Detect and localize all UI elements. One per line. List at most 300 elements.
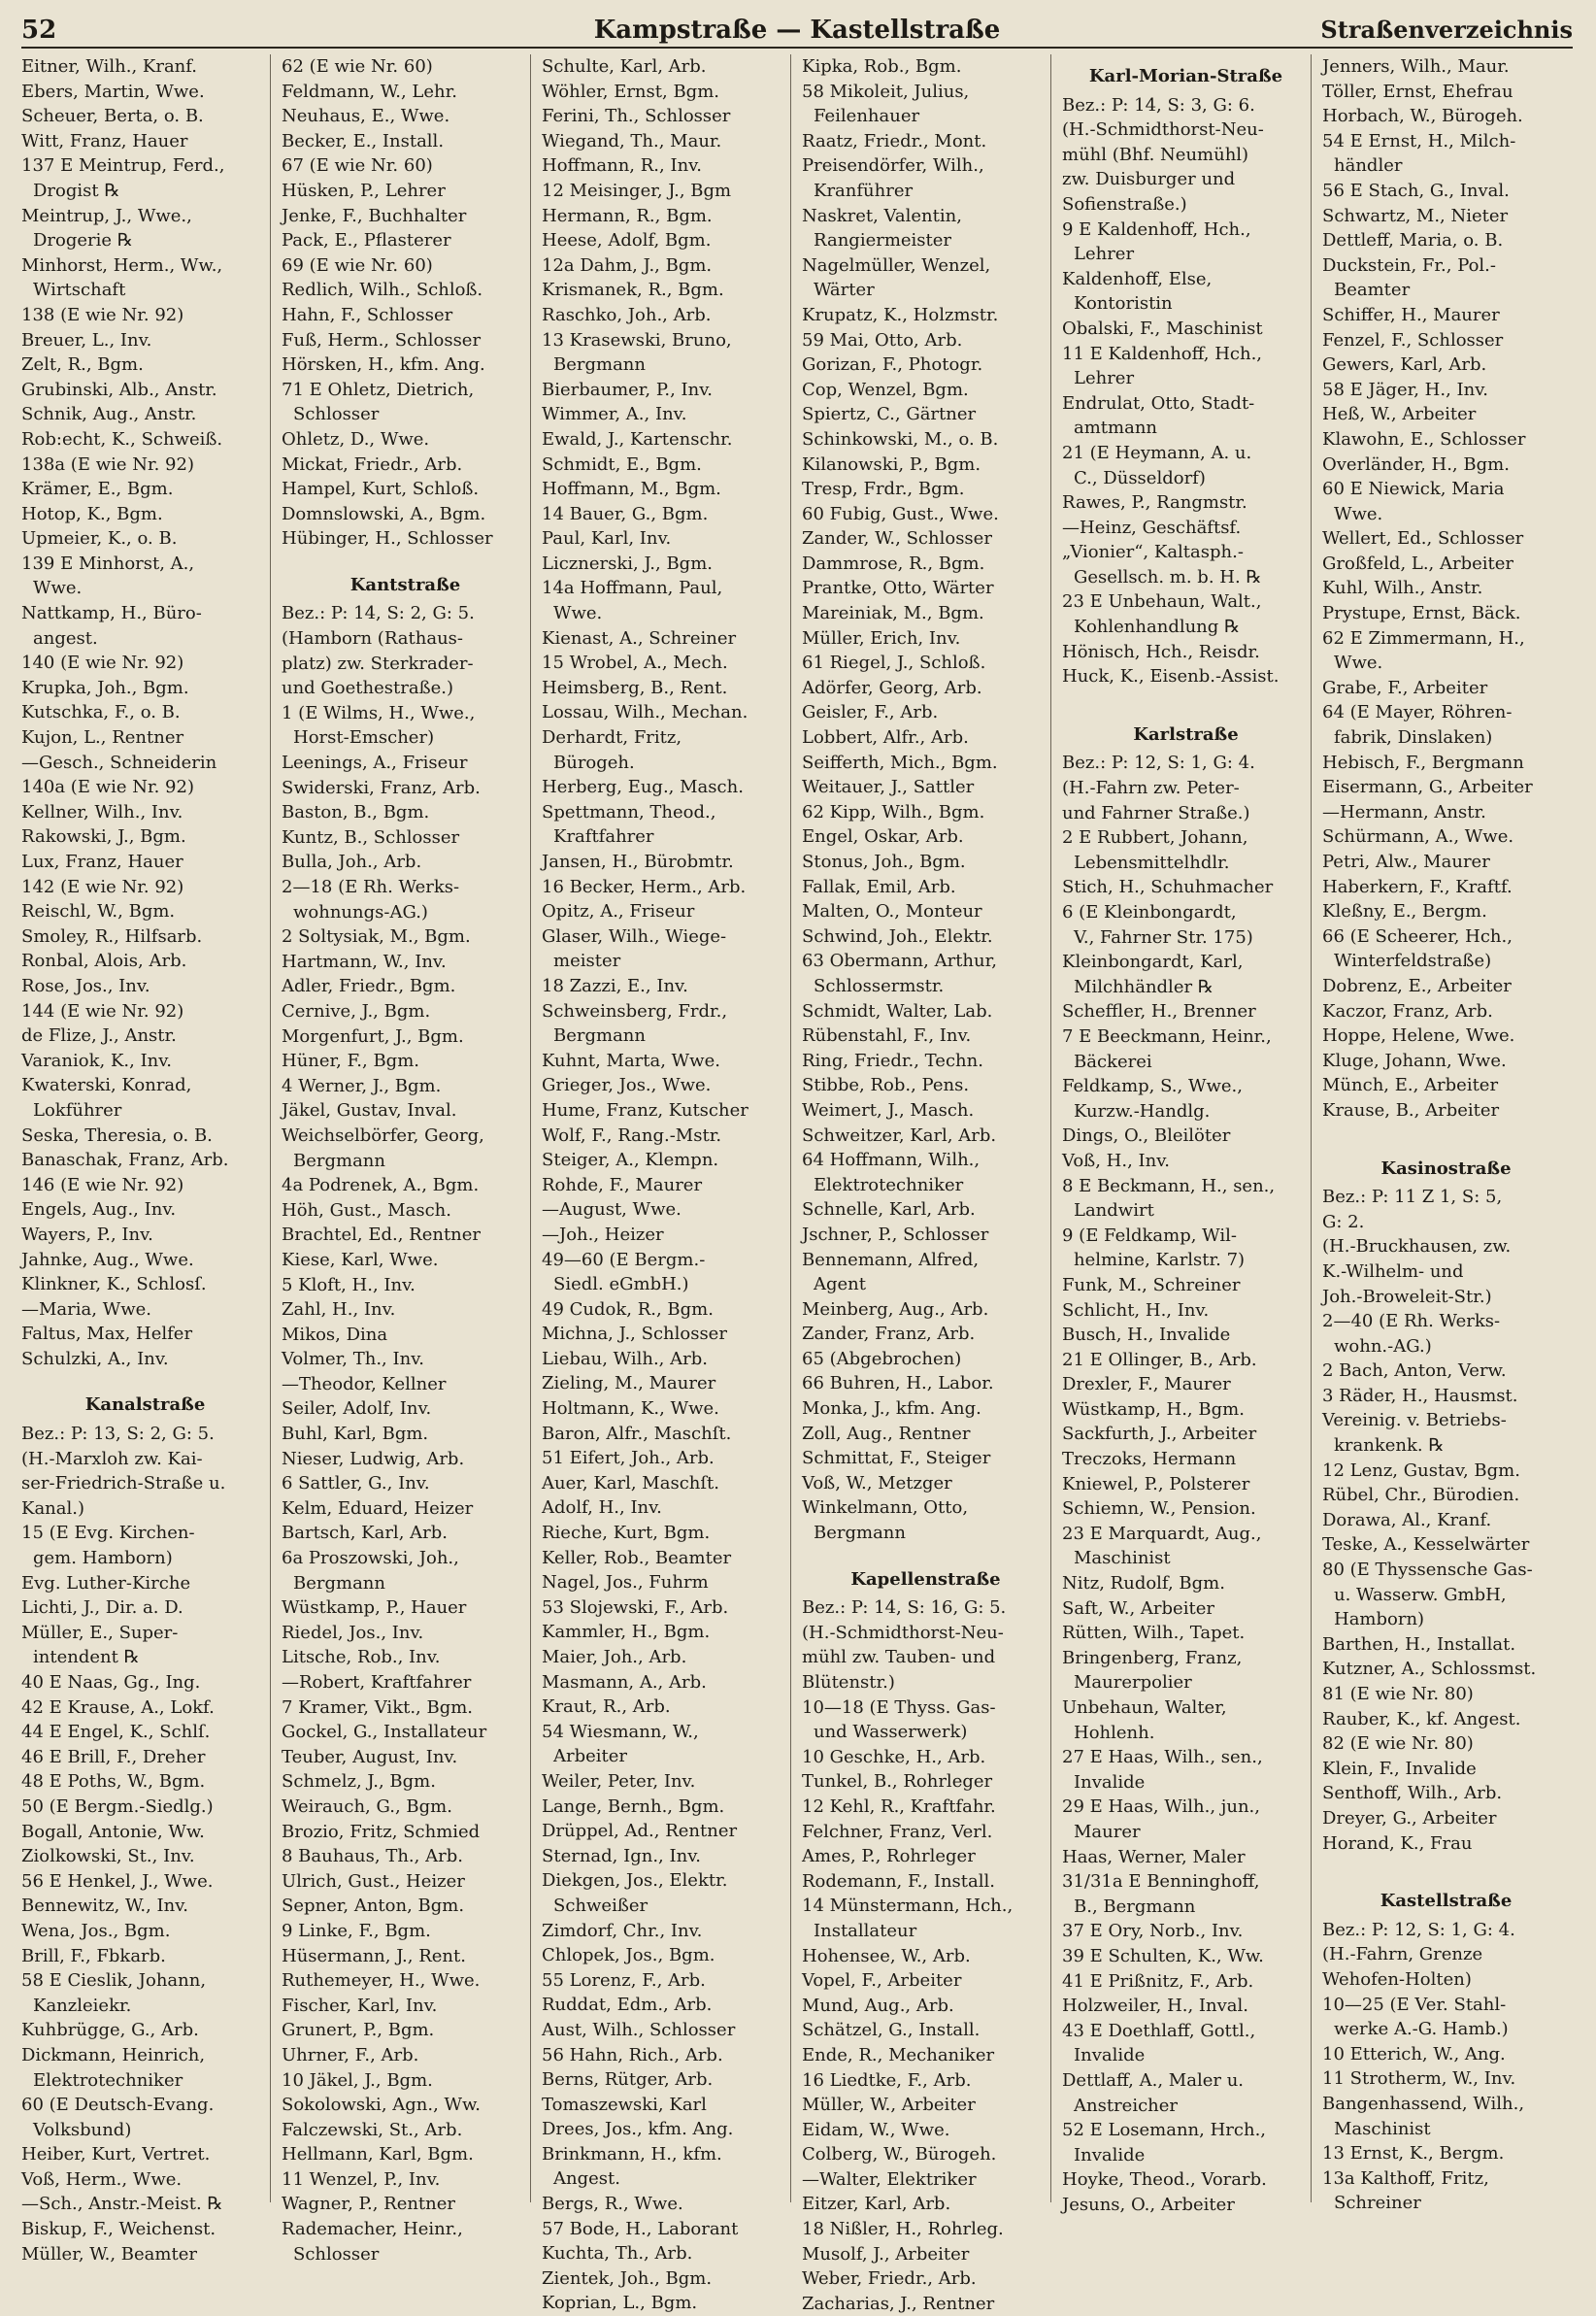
directory-entry: Großfeld, L., Arbeiter [1322,553,1514,574]
directory-entry: Schürmann, A., Wwe. [1322,826,1514,848]
directory-entry: Funk, M., Schreiner [1062,1274,1241,1295]
entry-continuation: Kranführer [814,180,914,201]
directory-entry: 9 E Kaldenhoff, Hch., [1062,218,1251,240]
directory-entry: Spiertz, C., Gärtner [802,404,977,425]
directory-entry: Barthen, H., Installat. [1322,1633,1516,1655]
directory-entry: Weichselbörfer, Georg, [282,1124,484,1146]
directory-entry: 3 Räder, H., Hausmst. [1322,1385,1518,1406]
directory-entry: Voß, Herm., Wwe. [21,2168,183,2190]
directory-entry: 43 E Doethlaff, Gottl., [1062,2020,1256,2041]
directory-entry: Schmelz, J., Bgm. [282,1771,436,1793]
directory-entry: (H.-Marxloh zw. Kai- [21,1448,203,1469]
directory-entry: Huck, K., Eisenb.-Assist. [1062,666,1280,688]
directory-entry: Seiler, Adolf, Inv. [282,1398,432,1420]
directory-entry: Joh.-Broweleit-Str.) [1322,1286,1492,1307]
directory-entry: Drüppel, Ad., Rentner [542,1821,738,1842]
directory-entry: Adörfer, Georg, Arb. [802,677,982,698]
directory-entry: 69 (E wie Nr. 60) [282,254,433,276]
directory-entry: Gorizan, F., Photogr. [802,354,983,376]
entry-continuation: Beamter [1334,280,1411,301]
directory-entry: Kuhl, Wilh., Anstr. [1322,578,1483,599]
directory-entry: Ring, Friedr., Techn. [802,1050,983,1071]
entry-continuation: Kraftfahrer [553,826,654,848]
directory-entry: 44 E Engel, K., Schlſ. [21,1722,211,1743]
directory-entry: 2 Soltysiak, M., Bgm. [282,926,471,948]
directory-entry: 64 (E Mayer, Röhren- [1322,702,1513,723]
directory-entry: Zander, Franz, Arb. [802,1324,976,1345]
entry-continuation: und Wasserwerk) [814,1722,968,1743]
entry-continuation: helmine, Karlstr. 7) [1074,1250,1246,1271]
directory-entry: Kutschka, F., o. B. [21,702,181,723]
directory-entry: Prystupe, Ernst, Bäck. [1322,603,1521,624]
entry-continuation: Maschinist [1074,1548,1171,1569]
directory-entry: Krupatz, K., Holzmstr. [802,304,999,325]
directory-entry: Hellmann, Karl, Bgm. [282,2144,474,2165]
directory-entry: Hüsermann, J., Rent. [282,1945,466,1966]
directory-entry: Sofienstraße.) [1062,193,1187,215]
directory-entry: Hebisch, F., Bergmann [1322,752,1524,773]
directory-entry: Sepner, Anton, Bgm. [282,1896,465,1917]
directory-entry: 29 E Haas, Wilh., jun., [1062,1796,1260,1818]
directory-entry: 41 E Prißnitz, F., Arb. [1062,1970,1254,1992]
directory-entry: Bringenberg, Franz, [1062,1647,1243,1668]
directory-entry: Engels, Aug., Inv. [21,1199,177,1221]
street-heading: Karl-Morian-Straße [1088,66,1283,86]
directory-entry: Wüstkamp, H., Bgm. [1062,1398,1245,1420]
directory-entry: Bulla, Joh., Arb. [282,852,422,873]
directory-entry: Jäkel, Gustav, Inval. [282,1100,457,1122]
entry-continuation: Lokführer [33,1099,122,1121]
directory-entry: 58 Mikoleit, Julius, [802,81,970,102]
directory-entry: Nagel, Jos., Fuhrm [542,1572,709,1594]
directory-entry: Overländer, H., Bgm. [1322,453,1510,475]
entry-continuation: u. Wasserw. GmbH, [1334,1584,1507,1605]
directory-entry: Hume, Franz, Kutscher [542,1099,748,1121]
directory-entry: de Flize, J., Anstr. [21,1025,177,1047]
directory-entry: Lobbert, Alfr., Arb. [802,727,969,749]
entry-continuation: Agent [814,1274,866,1295]
directory-entry: Neuhaus, E., Wwe. [282,106,450,127]
directory-entry: Leenings, A., Friseur [282,753,468,774]
directory-entry: Höh, Gust., Masch. [282,1199,451,1221]
directory-entry: Rieche, Kurt, Bgm. [542,1523,711,1544]
directory-entry: Stich, H., Schuhmacher [1062,877,1274,898]
entry-continuation: Rangiermeister [814,230,952,252]
entry-continuation: Bergmann [293,1572,385,1594]
directory-entry: Wena, Jos., Bgm. [21,1920,171,1941]
directory-entry: —Hermann, Anstr. [1322,801,1486,822]
directory-entry: Cernive, J., Bgm. [282,1000,431,1022]
directory-entry: Nattkamp, H., Büro- [21,603,202,624]
directory-entry: Hoffmann, M., Bgm. [542,479,721,500]
directory-entry: 146 (E wie Nr. 92) [21,1174,184,1195]
directory-entry: 46 E Brill, F., Dreher [21,1746,206,1767]
directory-entry: Eitzer, Karl, Arb. [802,2194,951,2215]
directory-entry: Lossau, Wilh., Mechan. [542,702,748,723]
directory-entry: Pack, E., Pflasterer [282,230,451,252]
directory-entry: 8 Bauhaus, Th., Arb. [282,1846,463,1867]
directory-entry: Lichti, J., Dir. a. D. [21,1597,183,1619]
directory-entry: 10—18 (E Thyss. Gas- [802,1696,996,1718]
directory-entry: Kuhbrügge, G., Arb. [21,2020,199,2041]
directory-entry: 81 (E wie Nr. 80) [1322,1684,1474,1704]
directory-entry: 7 E Beeckmann, Heinr., [1062,1025,1272,1047]
directory-entry: 62 E Zimmermann, H., [1322,627,1525,649]
directory-entry: 58 E Cieslik, Johann, [21,1970,207,1992]
column-1 [21,54,269,2265]
directory-entry: 9 Linke, F., Bgm. [282,1920,431,1941]
directory-entry: Rademacher, Heinr., [282,2219,463,2240]
directory-entry: Kujon, L., Rentner [21,727,184,749]
directory-entry: Michna, J., Schlosser [542,1324,727,1345]
directory-entry: Hoppe, Helene, Wwe. [1322,1025,1515,1047]
directory-entry: Heimsberg, B., Rent. [542,677,728,698]
entry-continuation: C., Düsseldorf) [1074,467,1206,488]
directory-entry: Tunkel, B., Rohrleger [802,1771,993,1793]
directory-entry: Bez.: P: 14, S: 16, G: 5. [802,1597,1007,1619]
directory-entry: Bennemann, Alfred, [802,1249,980,1270]
directory-entry: Jenke, F., Buchhalter [282,205,467,226]
directory-entry: 65 (Abgebrochen) [802,1348,962,1369]
directory-entry: 8 E Beckmann, H., sen., [1062,1175,1276,1196]
entry-continuation: Kontoristin [1074,293,1173,315]
directory-entry: 80 (E Thyssensche Gas- [1322,1560,1533,1581]
directory-entry: 15 Wrobel, A., Mech. [542,653,728,674]
directory-entry: Smoley, R., Hilfsarb. [21,925,203,947]
entry-continuation: Lehrer [1074,244,1135,265]
directory-entry: —August, Wwe. [542,1199,682,1221]
directory-entry: Kelm, Eduard, Heizer [282,1497,474,1519]
directory-entry: Ziolkowski, St., Inv. [21,1846,195,1867]
entry-continuation: wohn.-AG.) [1334,1335,1432,1357]
directory-entry: (H.-Bruckhausen, zw. [1322,1236,1512,1258]
directory-entry: Hüsken, P., Lehrer [282,180,446,201]
entry-continuation: angest. [33,627,98,649]
directory-entry: Kienast, A., Schreiner [542,627,737,649]
directory-entry: Wagner, P., Rentner [282,2194,456,2215]
directory-entry: Malten, O., Monteur [802,901,982,923]
directory-entry: Hahn, F., Schlosser [282,304,453,325]
directory-entry: 21 E Ollinger, B., Arb. [1062,1349,1257,1370]
directory-entry: Ende, R., Mechaniker [802,2044,995,2065]
entry-continuation: B., Bergmann [1074,1896,1196,1917]
directory-entry: 2—40 (E Rh. Werks- [1322,1311,1501,1332]
directory-entry: Horand, K., Frau [1322,1832,1473,1854]
directory-entry: Berns, Rütger, Arb. [542,2069,714,2091]
directory-entry: 16 Liedtke, F., Arb. [802,2069,972,2091]
directory-entry: Witt, Franz, Hauer [21,130,188,151]
entry-continuation: Schlossermstr. [814,975,945,996]
directory-entry: 49—60 (E Bergm.- [542,1249,706,1270]
directory-entry: Schinkowski, M., o. B. [802,428,999,450]
directory-entry: 13 Ernst, K., Bergm. [1322,2143,1505,2165]
directory-entry: Adler, Friedr., Bgm. [282,976,456,997]
directory-entry: 140 (E wie Nr. 92) [21,653,184,674]
directory-entry: 10 Jäkel, J., Bgm. [282,2069,433,2091]
directory-entry: Münch, E., Arbeiter [1322,1075,1499,1096]
directory-entry: Evg. Luther-Kirche [21,1572,191,1594]
directory-entry: 62 (E wie Nr. 60) [282,56,433,77]
directory-entry: Ewald, J., Kartenschr. [542,428,733,450]
directory-entry: 2—18 (E Rh. Werks- [282,877,460,897]
directory-entry: Hoyke, Theod., Vorarb. [1062,2169,1267,2191]
directory-entry: Bergs, R., Wwe. [542,2194,683,2215]
entry-continuation: Elektrotechniker [814,1174,964,1195]
entry-continuation: Lebensmittelhdlr. [1074,852,1230,873]
directory-entry: 14 Münstermann, Hch., [802,1896,1014,1917]
directory-entry: Tomaszewski, Karl [542,2094,707,2115]
directory-entry: 144 (E wie Nr. 92) [21,1000,184,1022]
directory-entry: Chlopek, Jos., Bgm. [542,1945,715,1966]
directory-entry: Blütenstr.) [802,1672,895,1693]
directory-entry: Dettlaff, A., Maler u. [1062,2069,1245,2091]
directory-entry: Kuntz, B., Schlosser [282,826,460,848]
directory-entry: 67 (E wie Nr. 60) [282,155,433,177]
directory-entry: Spettmann, Theod., [542,801,716,822]
directory-entry: Rob:echt, K., Schweiß. [21,428,223,450]
directory-entry: Krupka, Joh., Bgm. [21,677,189,698]
directory-entry: 15 (E Evg. Kirchen- [21,1523,195,1544]
directory-entry: Mareiniak, M., Bgm. [802,603,984,624]
entry-continuation: Schreiner [1334,2193,1421,2214]
directory-entry: Zahl, H., Inv. [282,1299,396,1321]
directory-entry: Voß, W., Metzger [802,1472,952,1494]
directory-entry: Zacharias, J., Rentner [802,2293,995,2314]
directory-entry: Diekgen, Jos., Elektr. [542,1870,728,1892]
directory-entry: Zimdorf, Chr., Inv. [542,1920,703,1941]
directory-entry: Dings, O., Bleilöter [1062,1125,1231,1147]
directory-entry: 9 (E Feldkamp, Wil- [1062,1225,1237,1246]
directory-entry: Ulrich, Gust., Heizer [282,1870,465,1892]
directory-entry: 11 Strotherm, W., Inv. [1322,2068,1516,2090]
directory-entry: Opitz, A., Friseur [542,901,695,923]
directory-entry: Prantke, Otto, Wärter [802,578,994,599]
directory-entry: Maier, Joh., Arb. [542,1647,687,1667]
directory-entry: Musolf, J., Arbeiter [802,2243,970,2265]
directory-entry: 11 Wenzel, P., Inv. [282,2168,441,2190]
directory-entry: Haas, Werner, Maler [1062,1846,1246,1867]
directory-entry: Kanal.) [21,1497,85,1519]
spacer [282,552,529,563]
entry-continuation: Anstreicher [1074,2095,1179,2116]
directory-entry: mühl zw. Tauben- und [802,1647,996,1668]
directory-entry: 138a (E wie Nr. 92) [21,453,194,475]
directory-entry: Dreyer, G., Arbeiter [1322,1807,1497,1829]
directory-entry: und Fahrner Straße.) [1062,802,1250,823]
directory-entry: Koprian, L., Bgm. [542,2293,698,2314]
directory-entry: Töller, Ernst, Ehefrau [1322,81,1513,102]
directory-entry: 6 (E Kleinbongardt, [1062,902,1237,923]
entry-continuation: wohnungs-AG.) [293,901,428,923]
directory-entry: Kraut, R., Arb. [542,1696,671,1718]
directory-entry: 60 (E Deutsch-Evang. [21,2095,215,2116]
directory-entry: Krämer, E., Bgm. [21,479,174,500]
directory-entry: 14a Hoffmann, Paul, [542,578,723,599]
entry-continuation: Installateur [814,1920,917,1941]
spacer [802,1546,1049,1558]
entry-continuation: Angest. [553,2168,620,2190]
directory-entry: Teske, A., Kesselwärter [1322,1534,1530,1556]
directory-entry: 14 Bauer, G., Bgm. [542,503,709,524]
directory-entry: 11 E Kaldenhoff, Hch., [1062,343,1263,364]
directory-entry: Colberg, W., Bürogeh. [802,2144,997,2165]
entry-continuation: intendent ℞ [33,1647,140,1668]
directory-entry: Endrulat, Otto, Stadt- [1062,392,1255,414]
directory-entry: 23 E Unbehaun, Walt., [1062,591,1262,613]
directory-entry: Geisler, F., Arb. [802,702,939,723]
entry-continuation: Maurerpolier [1074,1672,1192,1694]
directory-entry: 49 Cudok, R., Bgm. [542,1298,714,1320]
directory-entry: Hermann, R., Bgm. [542,205,713,226]
directory-entry: Rodemann, F., Install. [802,1870,995,1892]
entry-continuation: Landwirt [1074,1200,1154,1222]
directory-entry: Obalski, F., Maschinist [1062,318,1263,339]
entry-continuation: Maurer [1074,1821,1141,1842]
directory-entry: Morgenfurt, J., Bgm. [282,1025,464,1047]
directory-entry: Minhorst, Herm., Ww., [21,254,223,276]
directory-entry: Kellner, Wilh., Inv. [21,801,183,822]
directory-entry: Engel, Oskar, Arb. [802,826,964,848]
directory-entry: Litsche, Rob., Inv. [282,1647,441,1668]
directory-entry: Herberg, Eug., Masch. [542,777,744,798]
entry-continuation: Wärter [814,280,875,301]
entry-continuation: Wwe. [33,578,83,599]
directory-entry: „Vionier“, Kaltasph.- [1062,542,1244,563]
entry-continuation: Hohlenh. [1074,1722,1155,1743]
directory-entry: Schwind, Joh., Elektr. [802,925,993,947]
directory-entry: Steiger, A., Klempn. [542,1150,719,1171]
directory-entry: Felchner, Franz, Verl. [802,1821,993,1842]
directory-entry: Nagelmüller, Wenzel, [802,254,991,276]
directory-entry: Horbach, W., Bürogeh. [1322,106,1523,127]
directory-entry: 54 Wiesmann, W., [542,1721,699,1742]
directory-entry: Brozio, Fritz, Schmied [282,1821,481,1842]
directory-entry: Hörsken, H., kfm. Ang. [282,354,485,376]
directory-entry: Stibbe, Rob., Pens. [802,1075,970,1096]
directory-entry: Bez.: P: 13, S: 2, G: 5. [21,1424,215,1445]
entry-continuation: Winterfeldstraße) [1334,951,1492,972]
directory-entry: Fallak, Emil, Arb. [802,876,956,897]
directory-entry: Scheffler, H., Brenner [1062,1001,1256,1023]
directory-entry: Schlicht, H., Inv. [1062,1299,1210,1321]
directory-entry: Schmidt, Walter, Lab. [802,1000,993,1022]
directory-entry: Grubinski, Alb., Anstr. [21,379,217,400]
directory-entry: 60 Fubig, Gust., Wwe. [802,503,999,524]
directory-entry: Sackfurth, J., Arbeiter [1062,1424,1257,1445]
entry-continuation: Schweißer [553,1895,648,1916]
directory-entry: Kluge, Johann, Wwe. [1322,1050,1507,1071]
directory-entry: Ruddat, Edm., Arb. [542,1995,713,2016]
directory-entry: (H.-Schmidthorst-Neu- [1062,119,1264,141]
column-2 [282,54,529,2265]
directory-entry: 12 Lenz, Gustav, Bgm. [1322,1460,1520,1481]
directory-entry: Jahnke, Aug., Wwe. [21,1249,194,1270]
directory-entry: Drees, Jos., kfm. Ang. [542,2119,734,2140]
directory-entry: Kniewel, P., Polsterer [1062,1473,1250,1494]
entry-continuation: Schlosser [293,2243,380,2265]
directory-entry: Rütten, Wilh., Tapet. [1062,1623,1246,1644]
directory-entry: Eidam, W., Wwe. [802,2119,950,2140]
directory-entry: (H.-Fahrn, Grenze [1322,1944,1483,1965]
directory-entry: Auer, Karl, Maschſt. [542,1472,719,1494]
directory-entry: 61 Riegel, J., Schloß. [802,653,986,674]
directory-entry: Redlich, Wilh., Schloß. [282,280,483,301]
directory-entry: 57 Bode, H., Laborant [542,2218,739,2239]
directory-entry: Wellert, Ed., Schlosser [1322,528,1524,550]
directory-entry: Rohde, F., Maurer [542,1174,703,1195]
directory-entry: Müller, E., Super- [21,1622,179,1643]
directory-entry: Kilanowski, P., Bgm. [802,453,981,475]
directory-entry: 4a Podrenek, A., Bgm. [282,1175,480,1196]
directory-entry: Fenzel, F., Schlosser [1322,329,1504,351]
directory-entry: Varaniok, K., Inv. [21,1050,173,1071]
directory-entry: Schweinsberg, Frdr., [542,1000,728,1022]
directory-entry: Kaczor, Franz, Arb. [1322,1000,1493,1022]
directory-entry: Schnelle, Karl, Arb. [802,1199,976,1221]
directory-entry: Upmeier, K., o. B. [21,528,178,550]
directory-entry: Hoffmann, R., Inv. [542,155,702,177]
directory-entry: Kaldenhoff, Else, [1062,268,1213,289]
spacer [1322,1856,1570,1867]
directory-entry: 55 Lorenz, F., Arb. [542,1969,706,1991]
directory-entry: Ruthemeyer, H., Wwe. [282,1970,481,1992]
directory-entry: Wehofen-Holten) [1322,1968,1472,1990]
directory-entry: Grunert, P., Bgm. [282,2020,435,2041]
directory-entry: Zieling, M., Maurer [542,1373,716,1394]
directory-entry: Petri, Alw., Maurer [1322,852,1490,872]
directory-entry: —Gesch., Schneiderin [21,752,217,773]
column-5 [1062,54,1310,2215]
directory-entry: Breuer, L., Inv. [21,329,152,351]
directory-entry: 42 E Krause, A., Lokf. [21,1696,215,1718]
directory-entry: Jenners, Wilh., Maur. [1322,56,1510,77]
entry-continuation: Lehrer [1074,368,1135,389]
directory-entry: Müller, W., Beamter [21,2243,197,2265]
directory-entry: Haberkern, F., Kraftf. [1322,876,1513,897]
directory-entry: 66 (E Scheerer, Hch., [1322,925,1513,947]
directory-entry: 139 E Minhorst, A., [21,553,195,574]
directory-entry: 64 Hoffmann, Wilh., [802,1150,981,1171]
directory-entry: Rübel, Chr., Bürodien. [1322,1485,1520,1506]
directory-entry: 37 E Ory, Norb., Inv. [1062,1921,1244,1942]
directory-entry: Zoll, Aug., Rentner [802,1423,971,1444]
directory-entry: Rübenstahl, F., Inv. [802,1025,972,1047]
directory-entry: Monka, J., kfm. Ang. [802,1398,981,1420]
directory-entry: Hübinger, H., Schlosser [282,528,493,550]
directory-entry: Ohletz, D., Wwe. [282,428,430,450]
directory-entry: Feldkamp, S., Wwe., [1062,1076,1243,1097]
directory-entry: Ebers, Martin, Wwe. [21,81,205,102]
directory-entry: Voß, H., Inv. [1062,1150,1170,1171]
directory-entry: Buhl, Karl, Bgm. [282,1424,429,1445]
entry-continuation: Feilenhauer [814,106,920,127]
directory-entry: Aust, Wilh., Schlosser [542,2019,736,2040]
directory-entry: Faltus, Max, Helfer [21,1324,193,1345]
directory-entry: Cop, Wenzel, Bgm. [802,379,969,400]
directory-entry: Kuhnt, Marta, Wwe. [542,1050,720,1071]
spacer [21,1371,269,1383]
directory-entry: Hotop, K., Bgm. [21,503,163,524]
directory-entry: 18 Zazzi, E., Inv. [542,975,688,996]
directory-entry: Weirauch, G., Bgm. [282,1796,452,1817]
running-title: Kampstraße — Kastellstraße [593,16,1001,45]
entry-continuation: Invalide [1074,2144,1146,2165]
directory-entry: Preisendörfer, Wilh., [802,155,984,177]
entry-continuation: meister [553,951,621,972]
directory-entry: Tresp, Frdr., Bgm. [802,479,965,500]
directory-entry: Swiderski, Franz, Arb. [282,777,481,798]
directory-entry: Mikos, Dina [282,1324,388,1345]
